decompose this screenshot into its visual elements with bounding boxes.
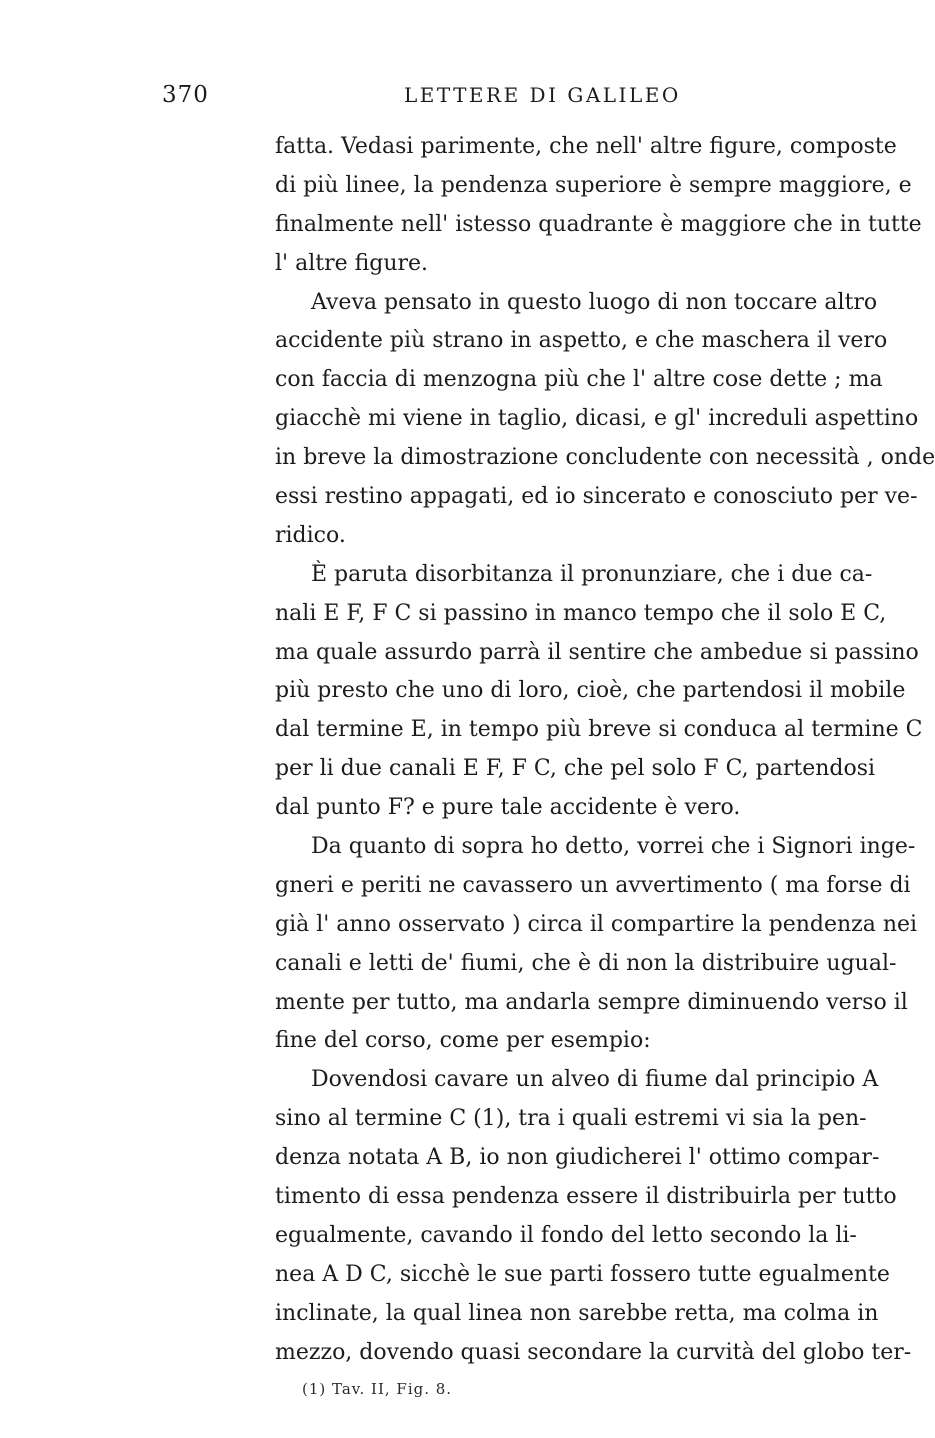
- footnote: (1) Tav. II, Fig. 8.: [302, 1380, 453, 1398]
- text-line: finalmente nell' istesso quadrante è maggiore che in tutte: [275, 211, 922, 237]
- text-line: Aveva pensato in questo luogo di non toccare altro: [311, 289, 878, 315]
- text-line: con faccia di menzogna più che l' altre cose dette ; ma: [275, 367, 883, 393]
- text-line: inclinate, la qual linea non sarebbe retta, ma colma in: [275, 1300, 879, 1326]
- text-line: Dovendosi cavare un alveo di fiume dal principio A: [311, 1067, 879, 1093]
- page-number: 370: [162, 82, 209, 108]
- text-line: nea A D C, sicchè le sue parti fossero tutte egualmente: [275, 1261, 890, 1287]
- text-line: Da quanto di sopra ho detto, vorrei che i Signori inge-: [311, 834, 916, 860]
- text-line: fine del corso, come per esempio:: [275, 1028, 651, 1054]
- text-line: sino al termine C (1), tra i quali estremi vi sia la pen-: [275, 1106, 867, 1132]
- page-header: [162, 82, 782, 122]
- text-line: di più linee, la pendenza superiore è sempre maggiore, e: [275, 172, 912, 198]
- text-line: gneri e periti ne cavassero un avvertimento ( ma forse di: [275, 872, 911, 898]
- text-line: in breve la dimostrazione concludente con necessità , onde: [275, 445, 935, 471]
- text-line: ridico.: [275, 522, 346, 548]
- text-line: essi restino appagati, ed io sincerato e conosciuto per ve-: [275, 484, 918, 510]
- text-line: per li due canali E F, F C, che pel solo F C, partendosi: [275, 756, 876, 782]
- text-line: nali E F, F C si passino in manco tempo che il solo E C,: [275, 600, 887, 626]
- text-line: già l' anno osservato ) circa il compartire la pendenza nei: [275, 911, 918, 937]
- text-line: l' altre figure.: [275, 250, 429, 276]
- text-line: accidente più strano in aspetto, e che maschera il vero: [275, 328, 888, 354]
- text-line: giacchè mi viene in taglio, dicasi, e gl' increduli aspettino: [275, 406, 919, 432]
- text-line: ma quale assurdo parrà il sentire che ambedue si passino: [275, 639, 919, 665]
- text-line: egualmente, cavando il fondo del letto secondo la li-: [275, 1222, 857, 1248]
- text-line: È paruta disorbitanza il pronunziare, che i due ca-: [311, 561, 873, 587]
- text-line: mente per tutto, ma andarla sempre diminuendo verso il: [275, 989, 908, 1015]
- text-line: canali e letti de' fiumi, che è di non la distribuire ugual-: [275, 950, 897, 976]
- text-line: dal termine E, in tempo più breve si conduca al termine C: [275, 717, 923, 743]
- text-line: dal punto F? e pure tale accidente è vero.: [275, 795, 741, 821]
- text-line: mezzo, dovendo quasi secondare la curvità del globo ter-: [275, 1339, 912, 1365]
- text-line: fatta. Vedasi parimente, che nell' altre figure, composte: [275, 134, 897, 159]
- body-text: [275, 128, 935, 1373]
- running-title: LETTERE DI GALILEO: [404, 83, 681, 107]
- text-line: timento di essa pendenza essere il distribuirla per tutto: [275, 1184, 897, 1210]
- text-line: denza notata A B, io non giudicherei l' ottimo compar-: [275, 1145, 880, 1171]
- text-line: più presto che uno di loro, cioè, che partendosi il mobile: [275, 678, 906, 704]
